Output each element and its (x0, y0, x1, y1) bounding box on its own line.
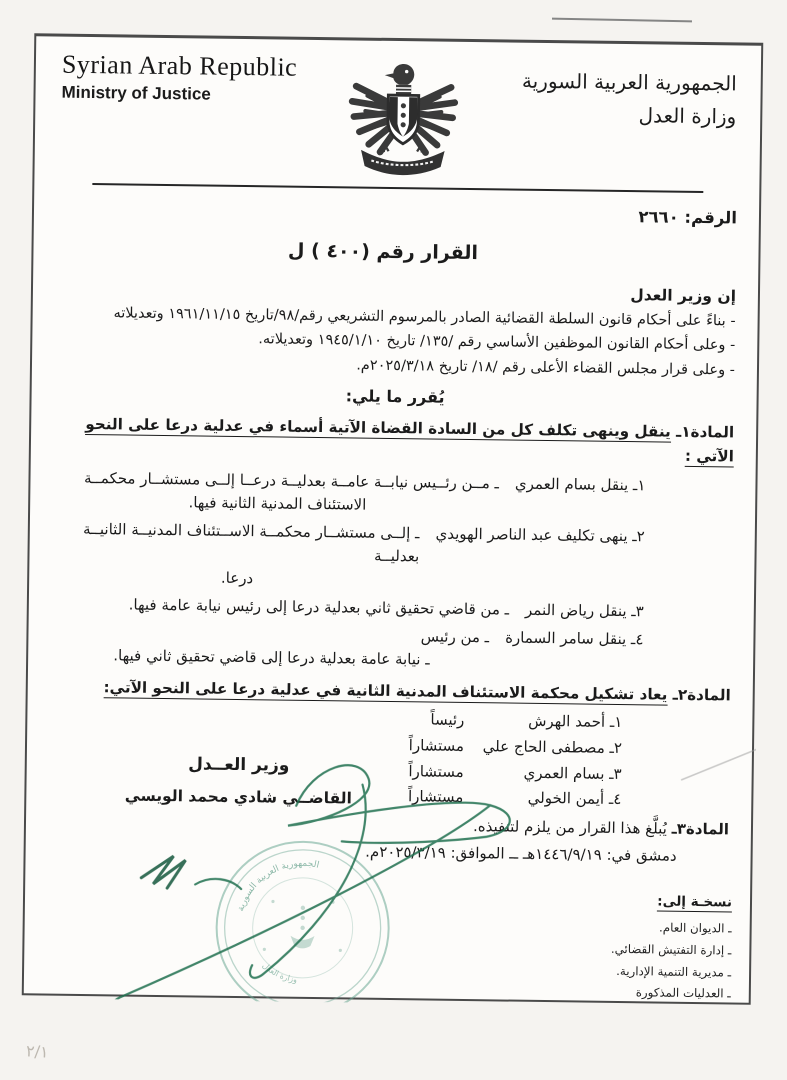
member-name: ٤ـ أيمن الخولي (527, 789, 622, 809)
eagle-emblem-icon (298, 58, 507, 183)
svg-text:وزارة العدل: وزارة العدل (260, 960, 298, 985)
article1-heading-text: ينقل وينهى تكلف كل من السادة القضاة الآتية أسماء في عدلية درعا على النحو الآتي : (85, 415, 734, 466)
transfer-detail (55, 518, 420, 593)
ministry-name-ar: وزارة العدل (638, 103, 737, 129)
preamble-clause: - وعلى أحكام القانون الموظفين الأساسي رقم /١٣٥/ تاريخ ١٩٤٥/١/١٠ وتعديلاته. (258, 331, 736, 354)
transfer-detail (54, 621, 489, 673)
transfer-detail (55, 593, 510, 622)
reference-number-line (60, 197, 737, 232)
judge-name: ٤ـ ينقل سامر السمارة (505, 628, 644, 649)
judge-transfer-row (54, 621, 644, 675)
distribution-item: ـ مديرية التنمية الإدارية. (616, 963, 732, 980)
transfer-detail-line: ـ من قاضي تحقيق ثاني بعدلية درعا إلى رئيس نيابة عامة فيها. (128, 595, 510, 619)
country-name-en: Syrian Arab Republic (61, 49, 298, 82)
article1-heading (57, 412, 735, 469)
member-role: رئيساً (430, 710, 465, 729)
transfer-detail-line: ـ إلــى مستشــار محكمــة الاســتئناف المدنيــة الثانيــة بعدليــة (83, 520, 420, 566)
article1-label: المادة١ـ (676, 422, 735, 442)
preamble-clause: - وعلى قرار مجلس القضاء الأعلى رقم /١٨/ تاريخ ٢٠٢٥/٣/١٨م. (356, 357, 736, 379)
page-number: ٢/١ (25, 1041, 50, 1062)
minister-title: وزير العــدل (188, 754, 290, 776)
signature-block (113, 753, 364, 807)
distribution-item: ـ العدليات المذكورة (635, 985, 731, 1001)
member-role: مستشاراً (407, 787, 464, 807)
distribution-title: نسخـة إلى: (657, 893, 733, 911)
decree-title: القرار رقم (٤٠٠ ) ل (287, 240, 479, 265)
article3-label: المادة٣ـ (671, 819, 730, 839)
member-role: مستشاراً (408, 736, 465, 755)
article2-heading (54, 674, 731, 707)
transfer-detail-line: درعا. (220, 568, 254, 587)
resolves-line: يُقرر ما يلي: (345, 385, 445, 407)
scan-artifact-line (552, 18, 692, 23)
svg-text:الجمهورية العربية السورية: الجمهورية العربية السورية (236, 858, 321, 913)
article3-text: يُبلَّغ هذا القرار من يلزم لتنفيذه. (472, 817, 667, 838)
judge-name: ١ـ ينقل بسام العمري (514, 474, 646, 495)
member-name: ١ـ أحمد الهرش (528, 711, 623, 732)
date-place-line: دمشق في: ١٤٤٦/٩/١٩هـ ــ الموافق: ٢٠٢٥/٣/١٩م. (365, 842, 677, 865)
minister-name: القاضــي شادي محمد الويسي (124, 786, 352, 808)
letterhead (34, 36, 761, 185)
article2-heading-text: يعاد تشكيل محكمة الاستئناف المدنية الثانية في عدلية درعا على النحو الآتي: (103, 677, 668, 704)
transfer-detail-line: ـ نيابة عامة بعدلية درعا إلى قاضي تحقيق ثاني فيها. (113, 646, 430, 669)
preamble-clause: - بناءً على أحكام قانون السلطة القضائية الصادر بالمرسوم التشريعي رقم/٩٨/تاريخ ١٩٦١/١١/١٥ وتعديلاته (113, 304, 736, 330)
transfer-detail-line: ـ من رئيس (420, 627, 490, 647)
distribution-item: ـ إدارة التفتيش القضائي. (610, 941, 732, 958)
ministry-round-stamp-icon (216, 841, 390, 1008)
letterhead-arabic (506, 56, 737, 133)
country-name-ar: الجمهورية العربية السورية (521, 68, 737, 96)
reference-value: ٢٦٦٠ (638, 207, 679, 227)
reference-label: الرقم: (684, 207, 738, 228)
court-member-row (53, 705, 622, 734)
member-role: مستشاراً (408, 761, 464, 781)
judge-name: ٢ـ ينهى تكليف عبد الناصر الهويدي (435, 524, 645, 546)
member-name: ٣ـ بسام العمري (523, 763, 622, 783)
transfer-detail-line: الاستئناف المدنية الثانية فيها. (188, 493, 367, 514)
transfer-detail (56, 466, 499, 518)
distribution-list (571, 889, 732, 1005)
judge-transfer-row (55, 518, 645, 595)
judge-transfer-row (55, 593, 644, 624)
preamble-opening: إن وزير العدل (630, 285, 737, 306)
article2-label: المادة٢ـ (672, 685, 731, 705)
judge-name: ٣ـ ينقل رياض النمر (524, 600, 644, 621)
transfer-detail-line: ـ مــن رئــيس نيابــة عامــة بعدليــة درعــا إلــى مستشــار محكمــة (83, 468, 500, 493)
ministry-name-en: Ministry of Justice (61, 82, 211, 104)
decree-page (22, 33, 764, 1004)
judge-transfer-row (56, 466, 646, 520)
letterhead-english (61, 51, 300, 106)
member-name: ٢ـ مصطفى الحاج علي (482, 736, 623, 757)
distribution-item: ـ الديوان العام. (659, 920, 732, 936)
article1-list (54, 466, 646, 675)
